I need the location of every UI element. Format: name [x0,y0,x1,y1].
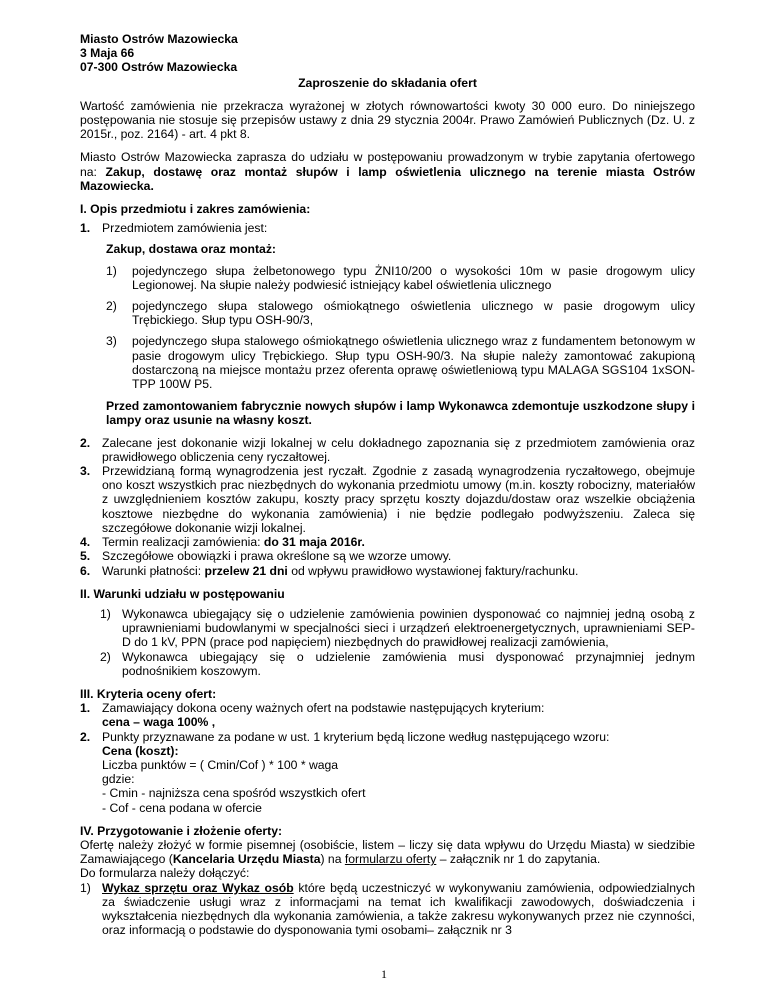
scope-item-2 [80,299,695,327]
item-text: Wykonawca ubiegający się o udzielenie zamówienia musi dysponować przynajmniej jednym podnośnikiem koszowym. [122,649,695,678]
attachment-item-1 [80,881,695,938]
section-3-heading: III. Kryteria oceny ofert: [80,686,217,701]
item-number: 2) [100,649,111,664]
condition-item-1 [80,607,695,650]
section-2-heading: II. Warunki udziału w postępowaniu [80,586,285,601]
section-1-point-5 [80,549,695,563]
payment-term: przelew 21 dni [204,563,288,578]
section-4-heading: IV. Przygotowanie i złożenie oferty: [80,823,283,838]
point-number: 3. [80,464,91,479]
section-1-point-4 [80,535,695,549]
point-number: 4. [80,535,91,550]
address-line-1: Miasto Ostrów Mazowiecka [80,32,238,46]
point-text-rest: od wpływu prawidłowo wystawionej faktury/rachunku. [287,563,579,578]
point-number: 6. [80,563,91,578]
point-number: 1. [80,221,91,236]
section-4-paragraph [80,838,695,866]
s4-office: Kancelaria Urzędu Miasta [172,852,321,867]
intro-2-text: Miasto Ostrów Mazowiecka zaprasza do udziału w postępowaniu prowadzonym w trybie zapytania ofertowego na: [80,150,695,179]
point-number: 5. [80,549,91,564]
intro-paragraph-1: Wartość zamówienia nie przekracza wyrażonej w złotych równowartości kwoty 30 000 euro. Do niniejszego postępowania nie stosuje się przepisów ustawy z dnia 29 stycznia 2004r. Prawo Zamówień Publicznych (Dz. U. z 2015r., poz. 2164) - art. 4 pkt 8. [80,98,695,142]
formula-title: Cena (koszt): [102,743,179,758]
document-title: Zaproszenie do składania ofert [298,75,477,90]
item-number: 1) [106,263,117,278]
section-1-note: Przed zamontowaniem fabrycznie nowych słupów i lamp Wykonawca zdemontuje uszkodzone słupy i lampy oraz usunie na własny koszt. [106,399,695,428]
point-text: Przedmiotem zamówienia jest: [102,221,268,236]
item-text: pojedynczego słupa stalowego ośmiokątnego oświetlenia ulicznego w pasie drogowym ulicy Trębickiego. Słup typu OSH-90/3, [132,299,695,328]
scope-item-1 [80,264,695,292]
intro-paragraph-2 [80,150,695,193]
scope-item-3 [80,334,695,391]
section-1-point-6 [80,564,695,578]
s4-offer-form: formularzu oferty [344,852,437,867]
document-page [80,32,695,937]
sender-address [80,32,695,75]
point-number: 1. [80,701,91,716]
formula-def-cof: - Cof - cena podana w ofercie [102,800,262,815]
condition-item-2 [80,650,695,678]
section-1-point-3 [80,464,695,535]
address-line-3: 07-300 Ostrów Mazowiecka [80,60,238,75]
section-1-heading: I. Opis przedmiotu i zakres zamówienia: [80,202,311,217]
formula: Liczba punktów = ( Cmin/Cof ) * 100 * waga [102,757,339,772]
intro-2-subject: Zakup, dostawę oraz montaż słupów i lamp oświetlenia ulicznego na terenie miasta Ostrów Mazowiecka. [80,164,695,193]
point-text: Zalecane jest dokonanie wizji lokalnej w celu dokładnego zapoznania się z przedmiotem zamówienia oraz prawidłowego obliczenia ceny ryczałtowej. [102,435,695,464]
point-text: Zamawiający dokona oceny ważnych ofert na podstawie następujących kryterium: [102,701,545,716]
point-number: 2. [80,435,91,450]
s4-text-2: ) na [320,852,345,867]
section-3-point-2 [80,730,695,815]
point-text: Termin realizacji zamówienia: [102,535,264,550]
section-1-subheading: Zakup, dostawa oraz montaż: [106,242,276,257]
item-text: pojedynczego słupa żelbetonowego typu ŻNI10/200 o wysokości 10m w pasie drogowym ulicy Legionowej. Na słupie należy podwiesić istniejący kabel oświetlenia ulicznego [132,263,695,292]
point-text: Warunki płatności: [102,563,205,578]
section-1-point-1 [80,221,695,235]
point-text: Szczegółowe obowiązki i prawa określone są we wzorze umowy. [102,549,452,564]
address-line-2: 3 Maja 66 [80,46,135,61]
item-number: 2) [106,299,117,314]
s4-text-3: – załącznik nr 1 do zapytania. [436,852,601,867]
attachment-text: które będą uczestniczyć w wykonywaniu zamówienia, odpowiedzialnych za świadczenie usługi wraz z informacjami na temat ich kwalifikacji zawodowych, doświadczenia i wykształcenia niezbędnych dla wykonania zamówienia, a także zakresu wykonywanych przez nie czynności, oraz informacją o podstawie do dysponowania tymi osobami– załącznik nr 3 [102,880,695,938]
item-text: Wykonawca ubiegający się o udzielenie zamówienia powinien dysponować co najmniej jedną osobą z uprawnieniami budowlanymi w specjalności sieci i urządzeń elektroenergetycznych, uprawnieniami SEP-D do 1 kV, PPN (prace pod napięciem) niezbędnych do prawidłowej realizacji zamówienia, [122,606,695,650]
point-text: Przewidzianą formą wynagrodzenia jest ryczałt. Zgodnie z zasadą wynagrodzenia ryczałtowego, obejmuje ono koszt wszystkich prac niezbędnych do wykonania przedmiotu umowy (m.in. koszty robocizny, materiałów z uwzględnieniem kosztów zakupu, koszty pracy sprzętu koszty dojazdu/dostaw oraz wszelkie obciążenia kosztowe niezbędne do wykonania zamówienia) i nie będzie podlegało podwyższeniu. Zaleca się szczegółowe dokonanie wizji lokalnej. [102,464,695,535]
item-text: pojedynczego słupa stalowego ośmiokątnego oświetlenia ulicznego wraz z fundamentem betonowym w pasie drogowym ulicy Trębickiego. Słup typu OSH-90/3. Na słupie należy zamontować zakupioną dostarczoną na miejsce montażu przez oferenta oprawę oświetleniową typu MALAGA SGS104 1xSON-TPP 100W P5. [132,334,695,392]
item-number: 1) [80,880,91,895]
point-number: 2. [80,729,91,744]
page-number: 1 [381,967,387,981]
attachment-title: Wykaz sprzętu oraz Wykaz osób [102,880,294,895]
item-number: 3) [106,334,117,349]
section-4-line-2: Do formularza należy dołączyć: [80,866,250,881]
criterion-weight: cena – waga 100% , [102,715,216,730]
section-3-point-1 [80,701,695,729]
deadline: do 31 maja 2016r. [263,535,365,550]
s4-text-1: Ofertę należy złożyć w formie pisemnej (osobiście, listem – liczy się data wpływu do Urzędu Miasta) w siedzibie Zamawiającego ( [80,837,695,867]
item-number: 1) [100,606,111,621]
formula-def-cmin: - Cmin - najniższa cena spośród wszystkich ofert [102,786,366,801]
section-1-point-2 [80,436,695,464]
point-text: Punkty przyznawane za podane w ust. 1 kryterium będą liczone według następującego wzoru: [102,729,610,744]
formula-where: gdzie: [102,772,135,787]
